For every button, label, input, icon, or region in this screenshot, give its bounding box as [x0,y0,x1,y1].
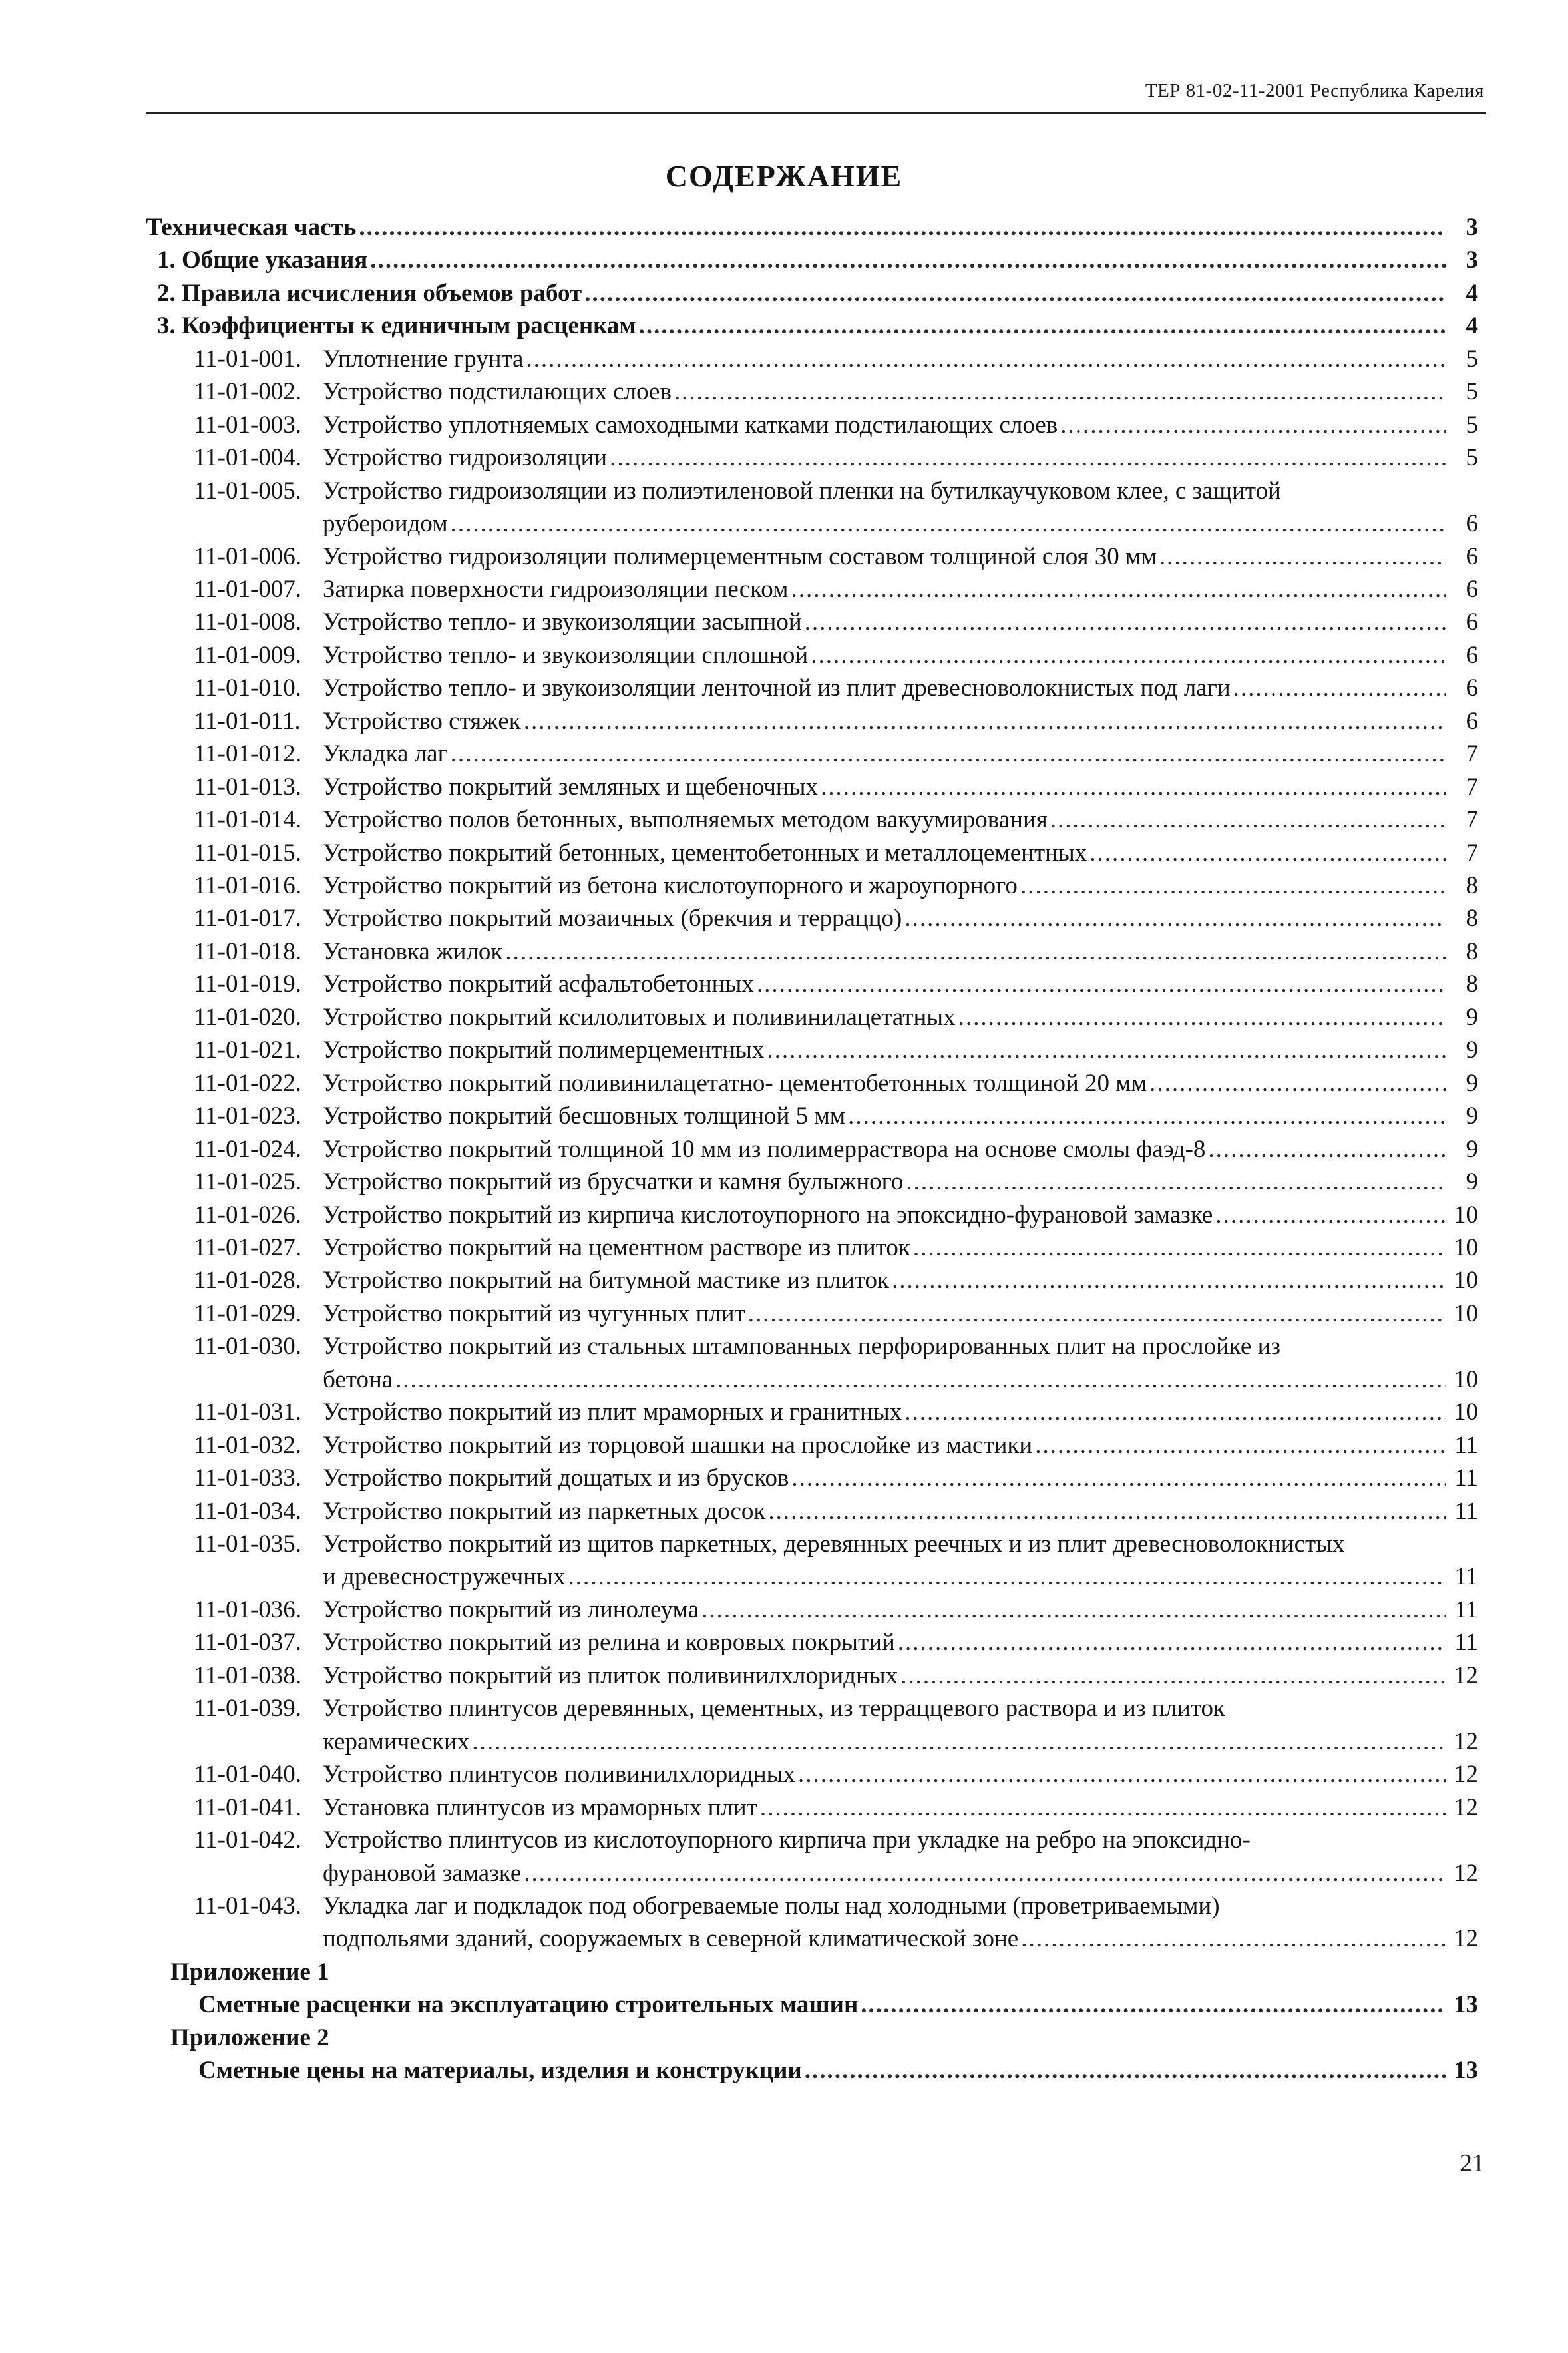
toc-entry-11-01-003 [0,409,1568,442]
toc-entry-11-01-032 [0,1429,1568,1462]
toc-entry-title: Устройство покрытий из плиток поливинилхлоридных [323,1662,898,1689]
toc-entry-page: 11 [1454,1432,1478,1459]
dot-leader [768,1495,1446,1528]
toc-entry-page: 9 [1466,1036,1478,1064]
toc-entry-title: Устройство покрытий толщиной 10 мм из полимерраствора на основе смолы фаэд-8 [323,1136,1206,1163]
dot-leader [395,1363,1446,1396]
toc-entry-code: 11-01-003. [194,411,302,439]
toc-entry-code: 11-01-030. [194,1333,302,1360]
dot-leader [760,1791,1446,1824]
toc-entry-page: 9 [1466,1168,1478,1195]
dot-leader [1020,869,1446,903]
dot-leader [1060,409,1446,442]
toc-entry-title: Приложение 1 [170,1958,329,1986]
toc-entry [0,1560,1568,1594]
dot-leader [639,310,1446,343]
toc-entry-page: 11 [1454,1498,1478,1525]
toc-entry-11-01-007 [0,573,1568,606]
toc-entry-title: Укладка лаг [323,740,448,767]
toc-entry-title: Устройство покрытий из бетона кислотоупорного и жароупорного [323,872,1018,899]
toc-entry-code: 11-01-035. [194,1530,302,1558]
toc-entry-title: Устройство покрытий из брусчатки и камня булыжного [323,1168,904,1195]
toc-entry-page: 13 [1454,2057,1478,2084]
toc-entry [0,277,1568,310]
toc-entry-code: 11-01-027. [194,1234,302,1261]
toc-entry-title: Устройство покрытий из стальных штампованных перфорированных плит на прослойке из [323,1333,1281,1360]
toc-entry-title: Устройство покрытий из паркетных досок [323,1498,766,1525]
toc-entry-11-01-021 [0,1034,1568,1067]
toc-entry-code: 11-01-034. [194,1498,302,1525]
toc-entry-page: 12 [1454,1662,1478,1689]
dot-leader [1035,1429,1446,1462]
toc-entry-title: Устройство покрытий бесшовных толщиной 5 мм [323,1102,846,1130]
dot-leader [1215,1199,1446,1232]
toc-entry-title: Устройство покрытий из щитов паркетных, деревянных реечных и из плит древесноволокнистых [323,1530,1345,1558]
toc-entry-code: 11-01-040. [194,1761,302,1788]
toc-entry-title: Устройство гидроизоляции полимерцементным составом толщиной слоя 30 мм [323,543,1157,570]
toc-entry-title: Устройство тепло- и звукоизоляции сплошной [323,642,809,669]
dot-leader [584,277,1446,310]
toc-entry-title: Установка плинтусов из мраморных плит [323,1794,757,1821]
toc-entry-code: 11-01-021. [194,1036,302,1064]
toc-entry-code: 11-01-026. [194,1201,302,1229]
dot-leader [791,573,1446,606]
toc-entry-title: Укладка лаг и подкладок под обогреваемые полы над холодными (проветриваемыми) [323,1892,1220,1920]
toc-entry-page: 10 [1454,1366,1478,1393]
toc-entry-page: 8 [1466,872,1478,899]
toc-entry-code: 11-01-023. [194,1102,302,1130]
dot-leader [370,244,1446,277]
toc-entry-11-01-039 [0,1692,1568,1725]
toc-entry-title: Устройство стяжек [323,708,521,735]
toc-entry-page: 7 [1466,740,1478,767]
toc-entry-code: 11-01-018. [194,938,302,965]
toc-entry-11-01-019 [0,968,1568,1001]
toc-entry-page: 10 [1454,1201,1478,1229]
toc-entry-page: 4 [1466,280,1478,307]
dot-leader [451,507,1446,540]
toc-entry-page: 6 [1466,576,1478,603]
toc-entry-title: Устройство тепло- и звукоизоляции засыпной [323,608,802,636]
toc-entry-11-01-009 [0,639,1568,672]
toc-entry-title: Устройство плинтусов деревянных, цементных, из терраццевого раствора и из плиток [323,1695,1225,1722]
dot-leader [821,771,1446,804]
toc-entry-code: 11-01-033. [194,1464,302,1492]
toc-entry-11-01-001 [0,343,1568,376]
toc-entry [0,507,1568,540]
toc-entry-page: 12 [1454,1794,1478,1821]
toc-entry-page: 5 [1466,378,1478,405]
toc-entry-title: Техническая часть [146,214,357,241]
toc-entry-code: 11-01-007. [194,576,302,603]
toc-entry-11-01-036 [0,1594,1568,1627]
dot-leader [524,1857,1446,1890]
toc-entry-title: Устройство покрытий бетонных, цементобетонных и металлоцементных [323,839,1087,867]
dot-leader [898,1626,1446,1659]
toc-entry-page: 6 [1466,642,1478,669]
toc-entry-title: Устройство покрытий из плит мраморных и гранитных [323,1398,902,1426]
toc-entry-title: Устройство покрытий из кирпича кислотоупорного на эпоксидно-фурановой замазке [323,1201,1213,1229]
dot-leader [524,705,1446,738]
toc-entry-page: 11 [1454,1629,1478,1656]
toc-entry-page: 6 [1466,708,1478,735]
toc-entry-title: подпольями зданий, сооружаемых в северной климатической зоне [323,1925,1019,1952]
dot-leader [958,1001,1446,1034]
toc-entry-page: 7 [1466,806,1478,833]
toc-entry-code: 11-01-011. [194,708,301,735]
toc-entry-11-01-015 [0,837,1568,870]
toc-entry-page: 9 [1466,1136,1478,1163]
toc-entry-11-01-026 [0,1199,1568,1232]
toc-entry-11-01-012 [0,738,1568,771]
toc-entry-title: Установка жилок [323,938,503,965]
toc-entry-page: 11 [1454,1464,1478,1492]
toc-entry-title: Устройство полов бетонных, выполняемых методом вакуумирования [323,806,1048,833]
dot-leader [610,441,1446,475]
toc-entry-11-01-034 [0,1495,1568,1528]
toc-entry-11-01-029 [0,1297,1568,1331]
toc-entry-title: Сметные расценки на эксплуатацию строительных машин [198,1991,859,2018]
dot-leader [757,968,1446,1001]
toc-entry-code: 11-01-037. [194,1629,302,1656]
toc-entry-title: Устройство плинтусов поливинилхлоридных [323,1761,796,1788]
toc-entry-11-01-042 [0,1824,1568,1857]
dot-leader [805,606,1446,639]
toc-entry-code: 11-01-042. [194,1826,302,1854]
toc-entry-page: 8 [1466,905,1478,932]
toc-entry-11-01-016 [0,869,1568,903]
toc-entry [0,1725,1568,1759]
toc-entry-title: Устройство покрытий из релина и ковровых покрытий [323,1629,895,1656]
toc-entry-code: 11-01-043. [194,1892,302,1920]
running-header: ТЕР 81-02-11-2001 Республика Карелия [1145,80,1484,101]
toc-entry-title: Устройство тепло- и звукоизоляции ленточной из плит древесноволокнистых под лаги [323,674,1231,702]
toc-entry-code: 11-01-017. [194,905,302,932]
dot-leader [906,1166,1446,1199]
toc-entry-code: 11-01-006. [194,543,302,570]
toc-entry-page: 11 [1454,1563,1478,1590]
toc-entry-page: 9 [1466,1070,1478,1097]
toc-entry-title: Устройство покрытий поливинилацетатно- цементобетонных толщиной 20 мм [323,1070,1147,1097]
toc-entry-page: 5 [1466,444,1478,471]
toc-entry-page: 4 [1466,312,1478,339]
toc-entry-11-01-031 [0,1396,1568,1429]
toc-entry-code: 11-01-022. [194,1070,302,1097]
toc-entry [0,2022,1568,2055]
toc-entry-11-01-002 [0,375,1568,409]
toc-entry [0,1363,1568,1396]
toc-entry-title: Устройство плинтусов из кислотоупорного кирпича при укладке на ребро на эпоксидно- [323,1826,1251,1854]
dot-leader [359,211,1446,244]
dot-leader [1208,1133,1446,1166]
dot-leader [798,1758,1446,1791]
toc-entry-page: 7 [1466,773,1478,801]
toc-entry-11-01-040 [0,1758,1568,1791]
toc-entry-title: Устройство покрытий на цементном растворе из плиток [323,1234,910,1261]
toc-entry-page: 12 [1454,1860,1478,1887]
toc-entry-11-01-027 [0,1231,1568,1265]
dot-leader [861,1988,1446,2022]
toc-entry-code: 11-01-015. [194,839,302,867]
toc-entry [0,1988,1568,2022]
toc-entry-page: 13 [1454,1991,1478,2018]
toc-entry-page: 10 [1454,1398,1478,1426]
toc-entry-code: 11-01-010. [194,674,302,702]
toc-entry-code: 11-01-036. [194,1596,302,1623]
dot-leader [1089,837,1446,870]
dot-leader [568,1560,1446,1594]
toc-entry-11-01-041 [0,1791,1568,1824]
toc-entry-page: 10 [1454,1267,1478,1294]
toc-entry-11-01-006 [0,540,1568,574]
toc-entry-title: Устройство покрытий из линолеума [323,1596,699,1623]
toc-entry-page: 3 [1466,214,1478,241]
toc-entry-title: Уплотнение грунта [323,345,524,373]
dot-leader [904,1396,1446,1429]
toc-entry-11-01-010 [0,672,1568,705]
toc-entry-code: 11-01-038. [194,1662,302,1689]
toc-entry-page: 10 [1454,1234,1478,1261]
toc-entry-code: 11-01-029. [194,1300,302,1327]
dot-leader [701,1594,1446,1627]
toc-entry-title: и древесностружечных [323,1563,566,1590]
toc-entry-page: 6 [1466,608,1478,636]
toc-entry-title: 3. Коэффициенты к единичным расценкам [157,312,636,339]
toc-entry-page: 9 [1466,1004,1478,1031]
toc-entry-code: 11-01-032. [194,1432,302,1459]
toc-entry-page: 6 [1466,510,1478,537]
dot-leader [1159,540,1446,574]
toc-entry-title: Затирка поверхности гидроизоляции песком [323,576,789,603]
toc-entry-title: фурановой замазке [323,1860,522,1887]
toc-entry-code: 11-01-013. [194,773,302,801]
toc-entry-page: 12 [1454,1761,1478,1788]
dot-leader [900,1659,1446,1693]
dot-leader [748,1297,1446,1331]
dot-leader [892,1264,1446,1297]
toc-entry-code: 11-01-019. [194,970,302,998]
dot-leader [1021,1922,1446,1956]
toc-entry-11-01-030 [0,1330,1568,1363]
toc-entry-title: Устройство гидроизоляции из полиэтиленовой пленки на бутилкаучуковом клее, с защитой [323,477,1281,505]
dot-leader [805,2054,1446,2087]
toc-entry-page: 10 [1454,1300,1478,1327]
toc-entry-11-01-008 [0,606,1568,639]
dot-leader [526,343,1446,376]
toc-entry-code: 11-01-025. [194,1168,302,1195]
toc-entry-title: Устройство покрытий асфальтобетонных [323,970,754,998]
toc-entry-11-01-023 [0,1100,1568,1133]
toc-entry-code: 11-01-020. [194,1004,302,1031]
toc-entry-title: Устройство покрытий из торцовой шашки на прослойке из мастики [323,1432,1033,1459]
toc-entry-code: 11-01-014. [194,806,302,833]
toc-entry-page: 12 [1454,1925,1478,1952]
toc-entry-title: Устройство гидроизоляции [323,444,608,471]
toc-entry-11-01-005 [0,475,1568,508]
toc-entry-11-01-020 [0,1001,1568,1034]
dot-leader [904,902,1446,935]
toc-entry-code: 11-01-016. [194,872,302,899]
toc-entry-11-01-024 [0,1133,1568,1166]
toc-entry-code: 11-01-009. [194,642,302,669]
toc-entry-code: 11-01-008. [194,608,302,636]
toc-entry-page: 9 [1466,1102,1478,1130]
toc-entry-code: 11-01-024. [194,1136,302,1163]
toc-entry-title: 1. Общие указания [157,246,368,274]
toc-entry-11-01-014 [0,803,1568,837]
toc-entry-title: Устройство покрытий ксилолитовых и поливинилацетатных [323,1004,956,1031]
toc-entry-11-01-017 [0,902,1568,935]
dot-leader [505,935,1446,968]
toc-entry-11-01-013 [0,771,1568,804]
dot-leader [1149,1067,1446,1100]
dot-leader [913,1231,1446,1265]
toc-entry-page: 12 [1454,1728,1478,1755]
toc-entry [0,1857,1568,1890]
toc-entry-page: 5 [1466,411,1478,439]
dot-leader [811,639,1446,672]
page-title: СОДЕРЖАНИЕ [665,159,903,193]
toc-entry-title: Устройство подстилающих слоев [323,378,672,405]
toc-entry-title: Устройство уплотняемых самоходными катками подстилающих слоев [323,411,1058,439]
toc-entry [0,2054,1568,2087]
toc-entry-code: 11-01-012. [194,740,302,767]
toc-entry-11-01-028 [0,1264,1568,1297]
toc-entry-11-01-004 [0,441,1568,475]
toc-entry-11-01-033 [0,1462,1568,1495]
header-rule [146,112,1486,114]
toc-entry-page: 8 [1466,970,1478,998]
toc-entry-11-01-011 [0,705,1568,738]
toc-entry-title: Устройство покрытий из чугунных плит [323,1300,745,1327]
toc-entry-page: 6 [1466,543,1478,570]
toc-entry [0,211,1568,244]
toc-entry-title: Устройство покрытий на битумной мастике из плиток [323,1267,889,1294]
toc-entry-code: 11-01-031. [194,1398,302,1426]
toc-entry [0,1922,1568,1956]
dot-leader [791,1462,1446,1495]
toc-entry-page: 7 [1466,839,1478,867]
toc-entry-title: Устройство покрытий дощатых и из брусков [323,1464,789,1492]
toc-entry-11-01-043 [0,1890,1568,1923]
toc-entry-title: бетона [323,1366,393,1393]
toc-entry-page: 3 [1466,246,1478,274]
toc-entry-11-01-038 [0,1659,1568,1693]
toc-entry-11-01-025 [0,1166,1568,1199]
toc-entry [0,1956,1568,1989]
dot-leader [848,1100,1446,1133]
page-number: 21 [1460,2149,1485,2177]
dot-leader [1050,803,1446,837]
dot-leader [451,738,1446,771]
toc-entry-title: Устройство покрытий земляных и щебеночных [323,773,818,801]
toc-entry-title: керамических [323,1728,470,1755]
toc-entry-11-01-035 [0,1528,1568,1561]
toc-entry-page: 8 [1466,938,1478,965]
toc-entry-11-01-037 [0,1626,1568,1659]
toc-entry-code: 11-01-039. [194,1695,302,1722]
toc-entry-page: 6 [1466,674,1478,702]
toc-entry [0,310,1568,343]
toc-entry-page: 5 [1466,345,1478,373]
toc-entry-title: Устройство покрытий полимерцементных [323,1036,765,1064]
toc-entry-code: 11-01-041. [194,1794,302,1821]
toc-entry-code: 11-01-001. [194,345,302,373]
toc-entry-title: 2. Правила исчисления объемов работ [157,280,582,307]
dot-leader [767,1034,1446,1067]
dot-leader [674,375,1446,409]
toc-entry-code: 11-01-005. [194,477,302,505]
toc-entry-title: Сметные цены на материалы, изделия и конструкции [198,2057,802,2084]
toc-entry-title: Устройство покрытий мозаичных (брекчия и терраццо) [323,905,902,932]
dot-leader [472,1725,1446,1759]
toc-entry-11-01-018 [0,935,1568,968]
toc-entry-11-01-022 [0,1067,1568,1100]
toc-entry-title: рубероидом [323,510,448,537]
toc-entry [0,244,1568,277]
toc-entry-page: 11 [1454,1596,1478,1623]
toc-entry-code: 11-01-002. [194,378,302,405]
toc-entry-title: Приложение 2 [170,2024,329,2051]
toc-entry-code: 11-01-028. [194,1267,302,1294]
dot-leader [1233,672,1446,705]
toc-entry-code: 11-01-004. [194,444,302,471]
